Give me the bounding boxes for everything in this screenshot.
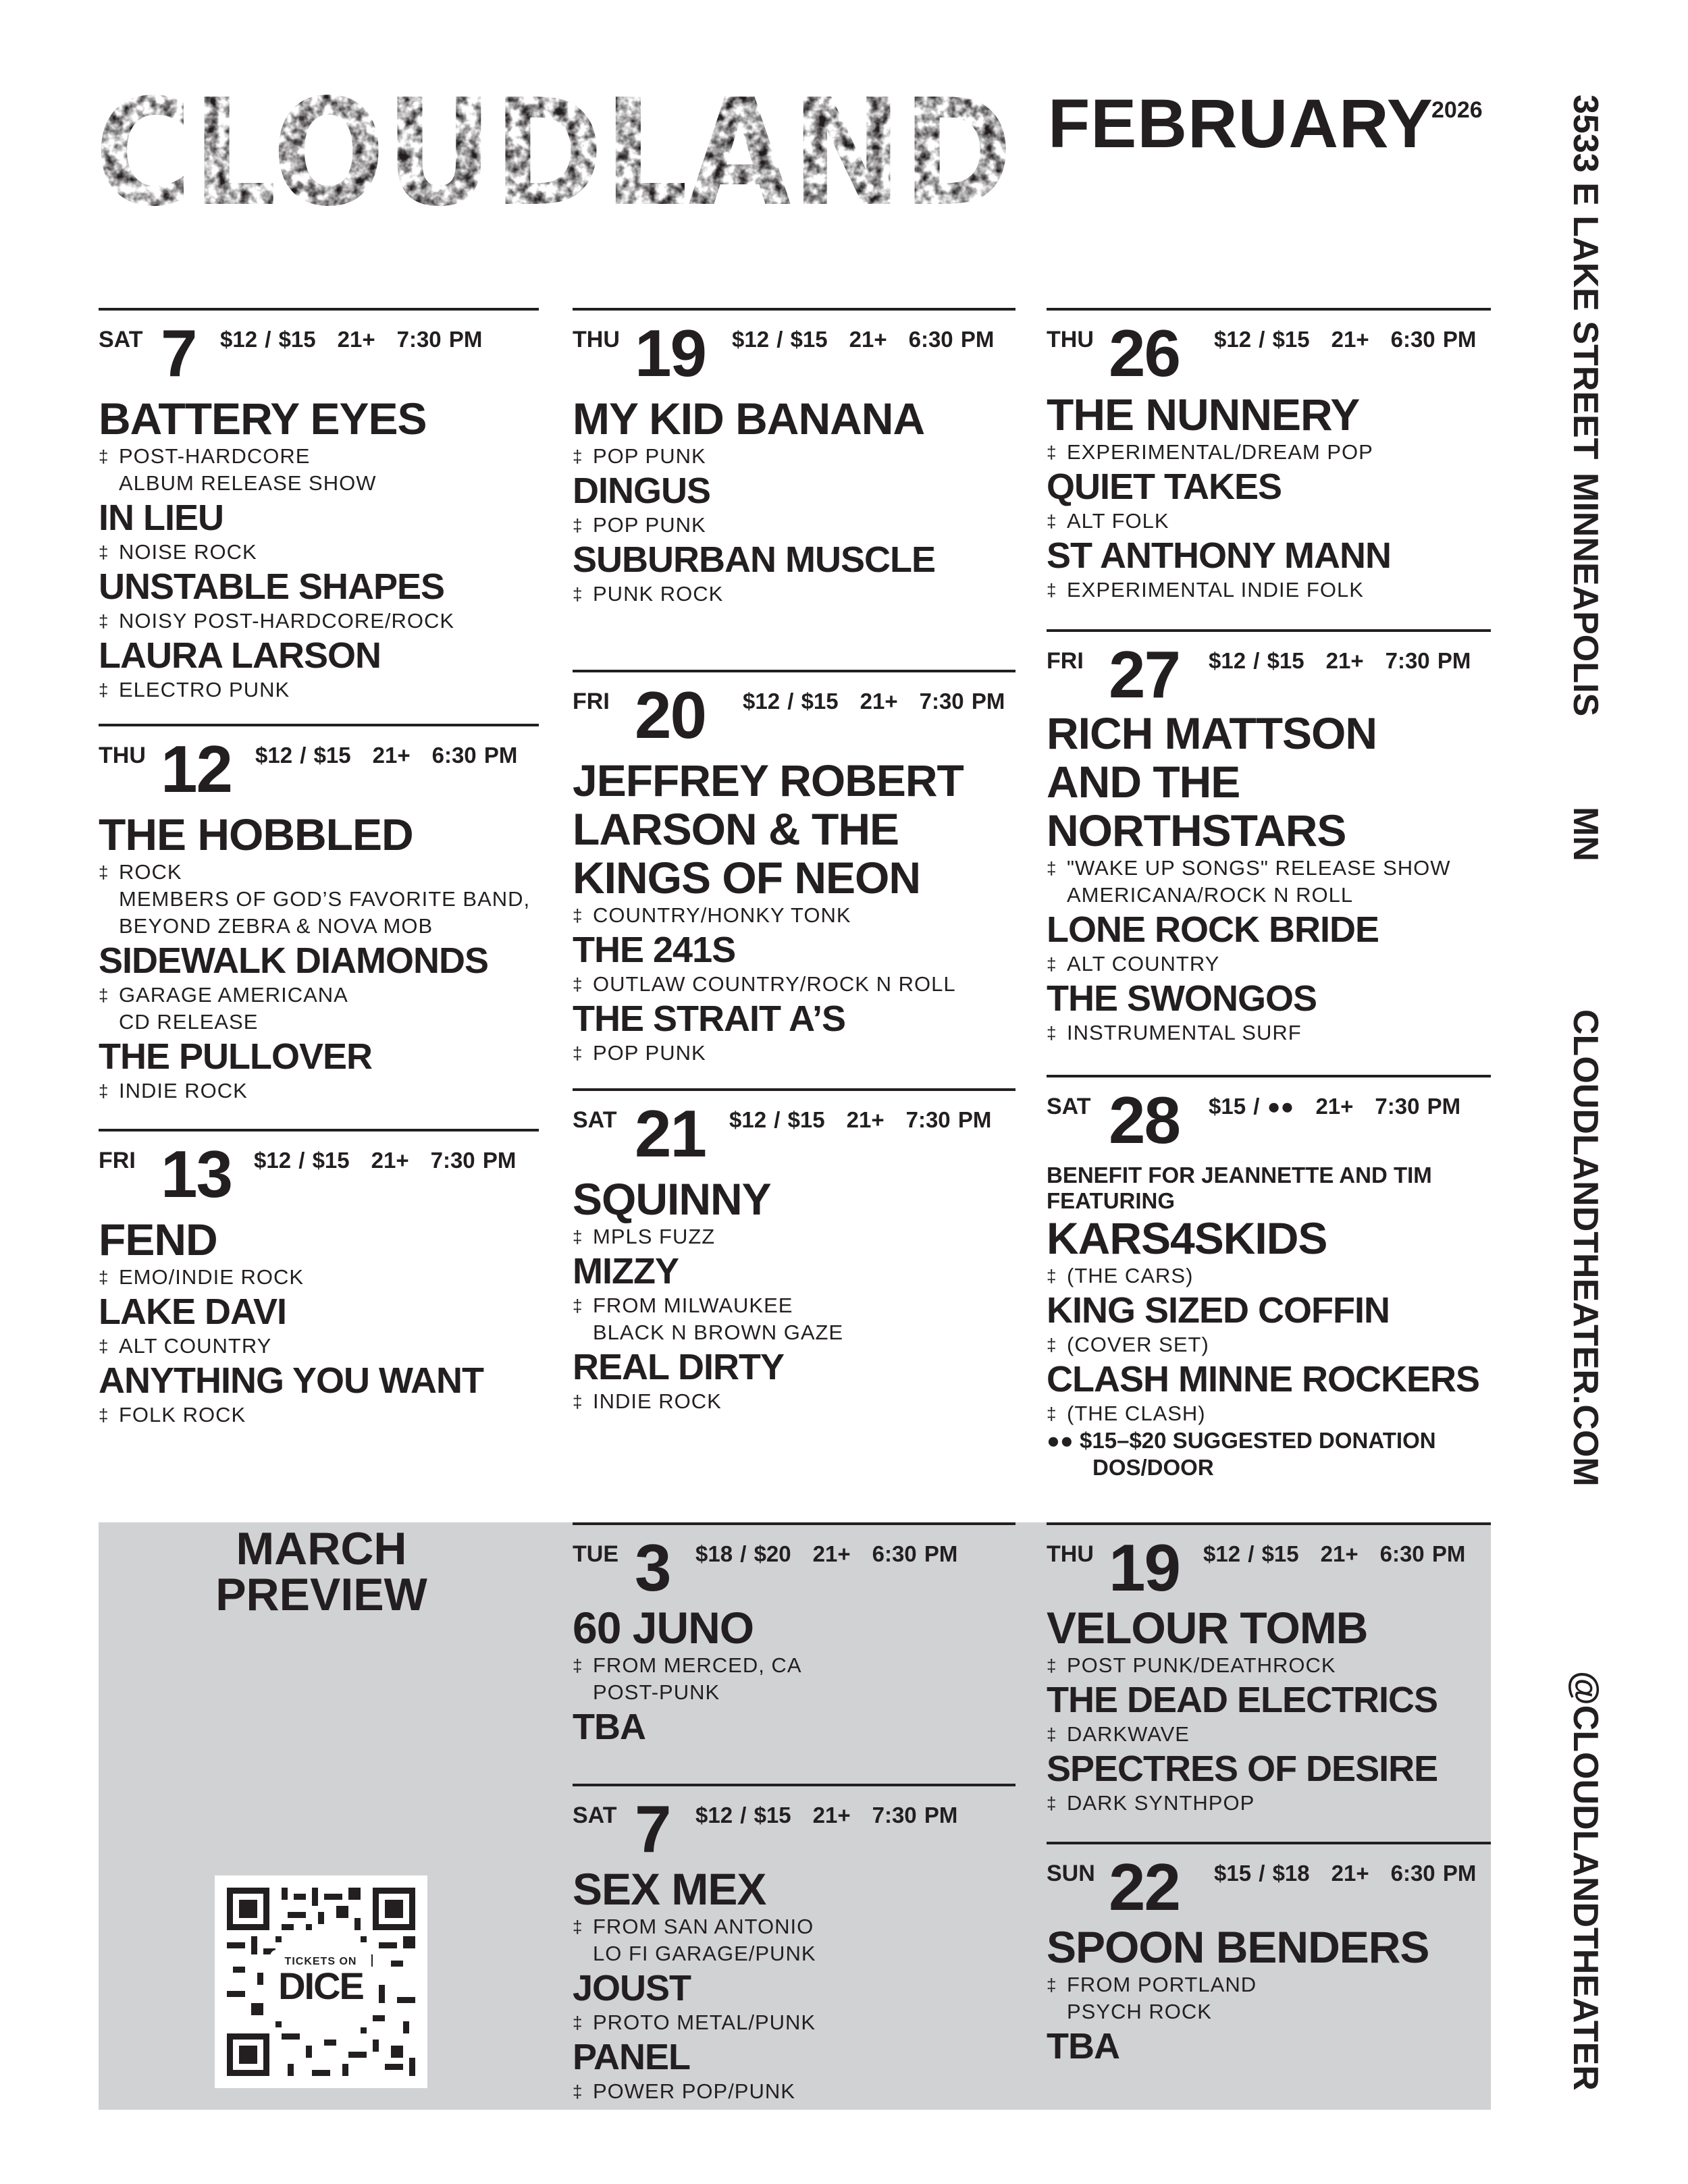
band-genre [99, 982, 539, 1036]
preview-title-line-1: MARCH [236, 1523, 407, 1574]
show-meta [729, 1107, 991, 1133]
logo-text: CLOUDLAND [95, 82, 1013, 224]
act-list [1047, 1163, 1491, 1481]
band-genre: ‡ DARK SYNTHPOP [1047, 1790, 1491, 1817]
show-price: $12 / $15 [255, 743, 351, 768]
divider [99, 1129, 539, 1131]
band-name: CLASH MINNE ROCKERS [1047, 1359, 1480, 1400]
show-age: 21+ [812, 1541, 851, 1566]
band-name: THE DEAD ELECTRICS [1047, 1680, 1438, 1720]
venue-address: 3533 E LAKE STREET [1566, 95, 1605, 460]
show-age: 21+ [846, 1107, 885, 1132]
band-genre: ‡ EXPERIMENTAL/DREAM POP [1047, 439, 1491, 466]
band-genre [1047, 1971, 1491, 2025]
genre-note: POST-PUNK [593, 1680, 720, 1704]
band-genre: ‡ ELECTRO PUNK [99, 676, 539, 703]
band-name: 60 JUNO [573, 1603, 754, 1653]
band-name: IN LIEU [99, 498, 224, 538]
show-price: $12 / $15 [254, 1148, 350, 1173]
donation-dots: ●● [1047, 1428, 1074, 1453]
dice-badge [270, 1950, 371, 2009]
band-name: AND THE [1047, 757, 1240, 807]
act-list [573, 394, 1016, 608]
dice-label: DICE [278, 1965, 363, 2007]
benefit-intro: BENEFIT FOR JEANNETTE AND TIM [1047, 1163, 1432, 1188]
band-name: THE 241S [573, 930, 736, 970]
act-list [1047, 390, 1491, 604]
donation-text: DOS/DOOR [1092, 1455, 1214, 1480]
show-time: 6:30 PM [908, 327, 995, 352]
venue-city: MINNEAPOLIS [1566, 473, 1605, 717]
band-name: SPOON BENDERS [1047, 1922, 1429, 1972]
show-day: SAT [573, 1803, 617, 1828]
cloudland-logo [95, 82, 1020, 224]
genre-note: CD RELEASE [119, 1010, 259, 1034]
act-list [99, 1215, 539, 1429]
divider [1047, 1842, 1491, 1844]
genre-note: BEYOND ZEBRA & NOVA MOB [119, 914, 433, 938]
show-date: 28 [1109, 1083, 1180, 1157]
band-genre: ‡ POST PUNK/DEATHROCK [1047, 1652, 1491, 1679]
show-meta [1209, 1094, 1460, 1119]
band-genre: ‡ ALT COUNTRY [1047, 951, 1491, 978]
band-genre [573, 1652, 1016, 1706]
show-meta [1209, 648, 1471, 674]
band-genre: ‡ DARKWAVE [1047, 1721, 1491, 1748]
band-name: SIDEWALK DIAMONDS [99, 940, 488, 981]
band-genre: ‡ (COVER SET) [1047, 1331, 1491, 1358]
band-genre [1047, 855, 1491, 909]
dice-qr-code[interactable] [215, 1875, 427, 2088]
show-age: 21+ [849, 327, 887, 352]
show-time: 6:30 PM [1379, 1541, 1466, 1566]
show-day: SAT [99, 327, 143, 352]
show-time: 6:30 PM [1390, 1861, 1477, 1886]
band-genre: ‡ ALT FOLK [1047, 508, 1491, 535]
band-genre: ‡ POP PUNK [573, 512, 1016, 539]
show-price: $12 / $15 [1203, 1541, 1299, 1566]
show-date: 26 [1109, 316, 1180, 390]
band-genre: ‡ NOISE ROCK [99, 539, 539, 566]
show-day: SUN [1047, 1861, 1095, 1886]
show-meta [695, 1541, 957, 1567]
band-name: REAL DIRTY [573, 1347, 785, 1387]
divider [573, 308, 1016, 311]
band-name: NORTHSTARS [1047, 805, 1346, 855]
act-list [99, 394, 539, 703]
show-date: 21 [635, 1096, 706, 1171]
band-genre: ‡ EXPERIMENTAL INDIE FOLK [1047, 577, 1491, 604]
band-genre: ‡ PUNK ROCK [573, 581, 1016, 608]
preview-title-line-2: PREVIEW [215, 1569, 427, 1620]
band-genre: ‡ ALT COUNTRY [99, 1333, 539, 1360]
band-name: SPECTRES OF DESIRE [1047, 1749, 1438, 1789]
band-name: DINGUS [573, 471, 711, 511]
show-age: 21+ [860, 689, 898, 714]
show-time: 6:30 PM [872, 1541, 958, 1566]
show-time: 7:30 PM [430, 1148, 517, 1173]
band-genre: ‡ INSTRUMENTAL SURF [1047, 1019, 1491, 1046]
show-meta [732, 327, 994, 352]
band-name: JOUST [573, 1968, 691, 2008]
band-name: MY KID BANANA [573, 394, 925, 444]
band-name: THE NUNNERY [1047, 390, 1360, 440]
genre-note: BLACK N BROWN GAZE [593, 1321, 844, 1344]
act-list [573, 1865, 1016, 2105]
genre-text: POST-HARDCORE [119, 444, 311, 468]
band-genre: ‡ NOISY POST-HARDCORE/ROCK [99, 608, 539, 635]
band-name: QUIET TAKES [1047, 467, 1282, 507]
band-genre: ‡ OUTLAW COUNTRY/ROCK N ROLL [573, 971, 1016, 998]
act-list [573, 756, 1016, 1067]
month-title: FEBRUARY [1048, 85, 1433, 162]
show-day: FRI [99, 1148, 136, 1173]
show-age: 21+ [337, 327, 375, 352]
band-genre: ‡ FOLK ROCK [99, 1402, 539, 1429]
tickets-on-label: TICKETS ON [284, 1956, 357, 1967]
band-genre: ‡ POWER POP/PUNK [573, 2078, 1016, 2105]
show-age: 21+ [1320, 1541, 1359, 1566]
show-meta [743, 689, 1005, 714]
show-time: 6:30 PM [431, 743, 518, 768]
genre-text: FROM MILWAUKEE [593, 1294, 793, 1317]
divider [1047, 308, 1491, 311]
genre-text: GARAGE AMERICANA [119, 983, 348, 1007]
band-name: SEX MEX [573, 1864, 766, 1914]
show-meta [254, 1148, 516, 1173]
show-date: 7 [161, 316, 196, 390]
divider [573, 1088, 1016, 1091]
act-list [1047, 1923, 1491, 2067]
divider [1047, 1522, 1491, 1525]
band-name: TBA [573, 1707, 645, 1747]
band-name: SUBURBAN MUSCLE [573, 539, 935, 580]
band-name: THE SWONGOS [1047, 978, 1317, 1019]
show-age: 21+ [812, 1803, 851, 1828]
band-name: KING SIZED COFFIN [1047, 1290, 1390, 1331]
show-price: $12 / $15 [220, 327, 316, 352]
show-day: SAT [1047, 1094, 1091, 1119]
show-age: 21+ [372, 743, 411, 768]
genre-note: LO FI GARAGE/PUNK [593, 1942, 816, 1965]
show-price: $12 / $15 [1209, 648, 1304, 673]
show-time: 6:30 PM [1390, 327, 1477, 352]
benefit-intro: FEATURING [1047, 1188, 1176, 1213]
genre-note: PSYCH ROCK [1067, 2000, 1212, 2023]
act-list [573, 1603, 1016, 1748]
show-age: 21+ [1315, 1094, 1354, 1119]
show-price: $12 / $15 [1214, 327, 1310, 352]
show-time: 7:30 PM [919, 689, 1005, 714]
show-meta [1203, 1541, 1465, 1567]
show-meta [255, 743, 517, 768]
band-genre: ‡ (THE CLASH) [1047, 1400, 1491, 1427]
venue-website: CLOUDLANDTHEATER.COM [1566, 1009, 1605, 1487]
show-date: 7 [635, 1792, 670, 1866]
show-date: 3 [635, 1530, 670, 1605]
band-name: SQUINNY [573, 1174, 771, 1224]
band-name: THE PULLOVER [99, 1036, 373, 1077]
genre-text: FROM SAN ANTONIO [593, 1915, 814, 1938]
show-price: $18 / $20 [695, 1541, 791, 1566]
genre-text: FROM PORTLAND [1067, 1973, 1257, 1996]
band-genre [99, 859, 539, 940]
show-date: 20 [635, 678, 706, 752]
band-name: KARS4SKIDS [1047, 1213, 1327, 1263]
band-name: ST ANTHONY MANN [1047, 535, 1391, 576]
show-date: 12 [161, 732, 232, 806]
genre-text: FROM MERCED, CA [593, 1653, 802, 1677]
show-price: $12 / $15 [743, 689, 839, 714]
venue-state: MN [1566, 807, 1605, 861]
band-name: LAURA LARSON [99, 635, 381, 676]
genre-note: MEMBERS OF GOD’S FAVORITE BAND, [119, 887, 531, 911]
donation-text: $15–$20 SUGGESTED DONATION [1080, 1428, 1436, 1453]
show-age: 21+ [1331, 1861, 1369, 1886]
act-list [1047, 709, 1491, 1046]
show-time: 7:30 PM [872, 1803, 958, 1828]
band-genre: ‡ POP PUNK [573, 443, 1016, 470]
show-day: SAT [573, 1107, 617, 1133]
show-date: 19 [1109, 1530, 1180, 1605]
band-name: RICH MATTSON [1047, 708, 1377, 758]
show-age: 21+ [1325, 648, 1364, 673]
show-day: THU [1047, 1541, 1094, 1567]
show-age: 21+ [371, 1148, 409, 1173]
divider [1047, 1075, 1491, 1077]
genre-text: ROCK [119, 860, 182, 884]
band-name: ANYTHING YOU WANT [99, 1360, 484, 1401]
divider [573, 1522, 1016, 1525]
band-name: LAKE DAVI [99, 1291, 287, 1332]
band-name: LONE ROCK BRIDE [1047, 909, 1379, 950]
band-genre: ‡ INDIE ROCK [573, 1388, 1016, 1415]
march-preview-title [173, 1523, 470, 1620]
band-name: FEND [99, 1215, 217, 1264]
show-meta [695, 1803, 957, 1828]
show-date: 13 [161, 1137, 232, 1211]
band-name: TBA [1047, 2026, 1119, 2067]
band-name: JEFFREY ROBERT [573, 755, 964, 805]
donation-note [1047, 1427, 1491, 1454]
show-date: 27 [1109, 637, 1180, 712]
genre-note: ALBUM RELEASE SHOW [119, 471, 377, 495]
show-day: FRI [1047, 648, 1084, 674]
band-genre: ‡ COUNTRY/HONKY TONK [573, 902, 1016, 929]
year-label: 2026 [1431, 97, 1483, 123]
act-list [99, 810, 539, 1104]
show-day: FRI [573, 689, 610, 714]
show-meta [220, 327, 482, 352]
band-genre: ‡ EMO/INDIE ROCK [99, 1264, 539, 1291]
band-name: KINGS OF NEON [573, 853, 921, 903]
band-genre: ‡ PROTO METAL/PUNK [573, 2009, 1016, 2036]
band-genre [573, 1913, 1016, 1967]
show-price: $12 / $15 [695, 1803, 791, 1828]
band-name: MIZZY [573, 1251, 679, 1291]
divider [573, 1784, 1016, 1786]
act-list [573, 1175, 1016, 1415]
show-time: 7:30 PM [1375, 1094, 1461, 1119]
show-age: 21+ [1331, 327, 1369, 352]
divider [573, 670, 1016, 672]
show-price: $15 / $18 [1214, 1861, 1310, 1886]
show-date: 19 [635, 316, 706, 390]
divider [99, 724, 539, 726]
band-genre: ‡ INDIE ROCK [99, 1077, 539, 1104]
band-name: BATTERY EYES [99, 394, 427, 444]
show-price: $12 / $15 [732, 327, 828, 352]
band-name: VELOUR TOMB [1047, 1603, 1368, 1653]
genre-text: "WAKE UP SONGS" RELEASE SHOW [1067, 856, 1451, 880]
show-day: THU [573, 327, 620, 352]
divider [99, 308, 539, 311]
act-list [1047, 1603, 1491, 1817]
show-meta [1214, 1861, 1476, 1886]
band-genre: ‡ POP PUNK [573, 1040, 1016, 1067]
band-name: PANEL [573, 2037, 691, 2077]
band-genre: ‡ (THE CARS) [1047, 1262, 1491, 1289]
show-day: TUE [573, 1541, 618, 1567]
show-date: 22 [1109, 1850, 1180, 1924]
divider [1047, 629, 1491, 632]
venue-sidebar [1552, 95, 1619, 2147]
show-meta [1214, 327, 1476, 352]
show-day: THU [1047, 327, 1094, 352]
band-genre: ‡ MPLS FUZZ [573, 1223, 1016, 1250]
show-price: $12 / $15 [729, 1107, 825, 1132]
band-genre [99, 443, 539, 497]
band-name: THE HOBBLED [99, 809, 413, 859]
venue-handle: @CLOUDLANDTHEATER [1566, 1671, 1605, 2091]
band-name: UNSTABLE SHAPES [99, 566, 445, 607]
band-name: LARSON & THE [573, 804, 899, 854]
band-name: THE STRAIT A’S [573, 998, 846, 1039]
show-price: $15 / ●● [1209, 1094, 1294, 1119]
band-genre [573, 1292, 1016, 1346]
genre-note: AMERICANA/ROCK N ROLL [1067, 883, 1354, 907]
show-time: 7:30 PM [905, 1107, 992, 1132]
show-time: 7:30 PM [396, 327, 483, 352]
show-time: 7:30 PM [1385, 648, 1471, 673]
show-day: THU [99, 743, 146, 768]
